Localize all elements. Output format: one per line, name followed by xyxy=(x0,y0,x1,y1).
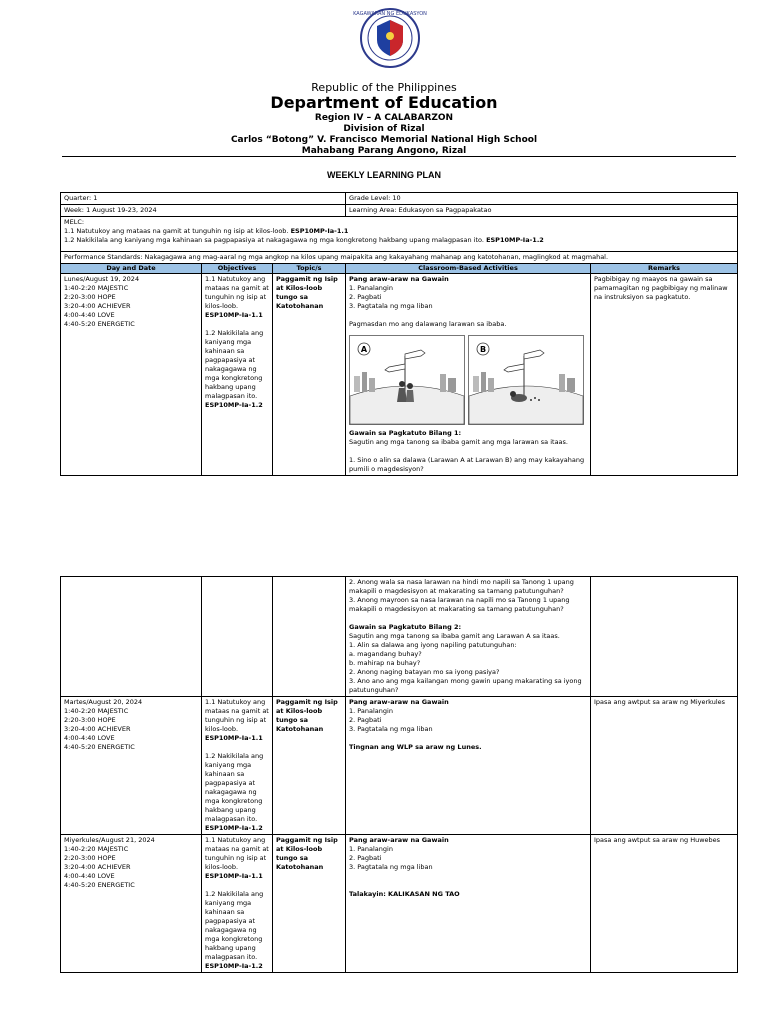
col-day: Day and Date xyxy=(61,264,202,274)
schedule-item: 3:20-4:00 ACHIEVER xyxy=(64,863,131,871)
col-topics: Topic/s xyxy=(273,264,346,274)
schedule-item: 3:20-4:00 ACHIEVER xyxy=(64,725,131,733)
activity-1-title: Gawain sa Pagkatuto Bilang 1: xyxy=(349,429,462,437)
objective-1-code: ESP10MP-Ia-1.1 xyxy=(205,872,263,880)
objective-2-code: ESP10MP-Ia-1.2 xyxy=(205,962,263,970)
table-row-tuesday xyxy=(61,697,738,835)
melc-2-text: 1.2 Nakikilala ang kaniyang mga kahinaan sa pagpapasiya at nakagagawa ng mga kongkretong hakbang upang malagpasan ito. xyxy=(64,236,484,244)
tuesday-note-day: Lunes xyxy=(457,743,480,751)
melc-row xyxy=(61,217,738,252)
tuesday-topic-cell: Paggamit ng Isip at Kilos-loob tungo sa Katotohanan xyxy=(273,697,346,835)
svg-text:KAGAWARAN NG EDUKASYON: KAGAWARAN NG EDUKASYON xyxy=(353,11,427,17)
wednesday-objectives-cell xyxy=(202,835,273,973)
continued-topic-cell xyxy=(273,577,346,697)
region-line: Region IV – A CALABARZON xyxy=(314,113,454,123)
info-row-week xyxy=(61,205,738,217)
schedule-item: 4:00-4:40 LOVE xyxy=(64,311,115,319)
monday-date: Lunes/August 19, 2024 xyxy=(64,275,140,283)
melc-2-code: ESP10MP-Ia-1.2 xyxy=(486,236,544,244)
plan-table-page1 xyxy=(60,192,738,476)
objective-2-code: ESP10MP-Ia-1.2 xyxy=(205,401,263,409)
school-line: Carlos “Botong” V. Francisco Memorial National High School xyxy=(230,135,538,145)
objective-2-text: 1.2 Nakikilala ang kaniyang mga kahinaan sa pagpapasiya at nakagagawa ng mga kongkretong hakbang upang malagpasan ito. xyxy=(205,890,264,961)
monday-day-cell xyxy=(61,274,202,476)
activity-2-question-2: 2. Anong naging batayan mo sa iyong pasiya? xyxy=(349,668,500,676)
routine-item: 1. Panalangin xyxy=(349,284,393,292)
activity-2-option-a: a. magandang buhay? xyxy=(349,650,422,658)
routine-item: 3. Pagtatala ng mga liban xyxy=(349,302,433,310)
activity-2-question-1: 1. Alin sa dalawa ang iyong napiling patutunguhan: xyxy=(349,641,517,649)
tuesday-date: Martes/August 20, 2024 xyxy=(64,698,143,706)
activity-2-title: Gawain sa Pagkatuto Bilang 2: xyxy=(349,623,462,631)
header-divider xyxy=(62,156,736,157)
routine-heading: Pang araw-araw na Gawain xyxy=(349,698,449,706)
schedule-item: 2:20-3:00 HOPE xyxy=(64,716,116,724)
wednesday-activities-cell xyxy=(346,835,591,973)
table-row-monday-continued xyxy=(61,577,738,697)
objective-2-code: ESP10MP-Ia-1.2 xyxy=(205,824,263,832)
area-cell: Learning Area: Edukasyon sa Pagpapakatao xyxy=(346,205,738,217)
wednesday-topic-cell: Paggamit ng Isip at Kilos-loob tungo sa Katotohanan xyxy=(273,835,346,973)
picture-b-label: B xyxy=(479,345,487,354)
schedule-item: 4:40-5:20 ENERGETIC xyxy=(64,743,135,751)
table-row-wednesday xyxy=(61,835,738,973)
continued-day-cell xyxy=(61,577,202,697)
schedule-item: 1:40-2:20 MAJESTIC xyxy=(64,845,129,853)
wednesday-remarks-cell: Ipasa ang awtput sa araw ng Huwebes xyxy=(591,835,738,973)
schedule-item: 4:40-5:20 ENERGETIC xyxy=(64,320,135,328)
routine-heading: Pang araw-araw na Gawain xyxy=(349,275,449,283)
melc-label: MELC: xyxy=(64,218,85,226)
melc-1-text: 1.1 Natutukoy ang mataas na gamit at tunguhin ng isip at kilos-loob. xyxy=(64,227,289,235)
continued-objectives-cell xyxy=(202,577,273,697)
wednesday-discussion: Talakayin: KALIKASAN NG TAO xyxy=(349,890,460,898)
melc-item-1 xyxy=(64,227,734,236)
illustration-pair xyxy=(349,335,587,425)
routine-item: 2. Pagbati xyxy=(349,854,382,862)
melc-cell xyxy=(61,217,738,252)
schedule-item: 2:20-3:00 HOPE xyxy=(64,293,116,301)
picture-a-illustration xyxy=(349,335,465,425)
activity-1-question-2: 2. Anong wala sa nasa larawan na hindi mo napili sa Tanong 1 upang makapili o magdesisyon at makarating sa tamang patutunguhan? xyxy=(349,578,574,595)
wednesday-date: Miyerkules/August 21, 2024 xyxy=(64,836,155,844)
objective-2-text: 1.2 Nakikilala ang kaniyang mga kahinaan sa pagpapasiya at nakagagawa ng mga kongkretong hakbang upang malagpasan ito. xyxy=(205,329,264,400)
routine-item: 2. Pagbati xyxy=(349,716,382,724)
objective-1-code: ESP10MP-Ia-1.1 xyxy=(205,734,263,742)
info-row-quarter xyxy=(61,193,738,205)
wednesday-day-cell xyxy=(61,835,202,973)
continued-remarks-cell xyxy=(591,577,738,697)
melc-item-2 xyxy=(64,236,734,245)
tuesday-note: Tingnan ang WLP sa araw ng Lunes. xyxy=(349,743,482,751)
monday-topic-cell: Paggamit ng Isip at Kilos-loob tungo sa Katotohanan xyxy=(273,274,346,476)
observe-instruction: Pagmasdan mo ang dalawang larawan sa ibaba. xyxy=(349,320,507,328)
picture-b-illustration xyxy=(468,335,584,425)
tuesday-remarks-cell: Ipasa ang awtput sa araw ng Miyerkules xyxy=(591,697,738,835)
activity-2-option-b: b. mahirap na buhay? xyxy=(349,659,421,667)
activity-2-question-3: 3. Ano ano ang mga kailangan mong gawin upang makarating sa iyong patutunguhan? xyxy=(349,677,582,694)
monday-objectives-cell xyxy=(202,274,273,476)
table-row-monday xyxy=(61,274,738,476)
routine-item: 3. Pagtatala ng mga liban xyxy=(349,863,433,871)
picture-a-label: A xyxy=(360,345,368,354)
objective-1-text: 1.1 Natutukoy ang mataas na gamit at tunguhin ng isip at kilos-loob. xyxy=(205,275,269,310)
performance-row xyxy=(61,252,738,264)
objective-2-text: 1.2 Nakikilala ang kaniyang mga kahinaan sa pagpapasiya at nakagagawa ng mga kongkretong hakbang upang malagpasan ito. xyxy=(205,752,264,823)
tuesday-activities-cell xyxy=(346,697,591,835)
tuesday-objectives-cell xyxy=(202,697,273,835)
activity-1-question-1: 1. Sino o alin sa dalawa (Larawan A at Larawan B) ang may kakayahang pumili o magdesisyon? xyxy=(349,456,585,473)
schedule-item: 4:00-4:40 LOVE xyxy=(64,872,115,880)
activity-1-question-3: 3. Anong mayroon sa nasa larawan na napili mo sa Tanong 1 upang makapili o magdesisyon at makarating sa tamang patutunguhan? xyxy=(349,596,570,613)
monday-remarks-cell: Pagbibigay ng maayos na gawain sa pamamagitan ng pagbibigay ng malinaw na instruksiyon sa pagkatuto. xyxy=(591,274,738,476)
objective-1-text: 1.1 Natutukoy ang mataas na gamit at tunguhin ng isip at kilos-loob. xyxy=(205,698,269,733)
routine-heading: Pang araw-araw na Gawain xyxy=(349,836,449,844)
schedule-item: 1:40-2:20 MAJESTIC xyxy=(64,284,129,292)
col-activities: Classroom-Based Activities xyxy=(346,264,591,274)
column-header-row xyxy=(61,264,738,274)
tuesday-note-prefix: Tingnan ang WLP sa araw ng xyxy=(349,743,458,751)
activity-1-intro: Sagutin ang mga tanong sa ibaba gamit ang mga larawan sa itaas. xyxy=(349,438,568,446)
division-line: Division of Rizal xyxy=(343,124,425,134)
grade-cell: Grade Level: 10 xyxy=(346,193,738,205)
plan-title: WEEKLY LEARNING PLAN xyxy=(326,170,441,180)
monday-activities-cell xyxy=(346,274,591,476)
address-line: Mahabang Parang Angono, Rizal xyxy=(301,146,467,156)
routine-item: 3. Pagtatala ng mga liban xyxy=(349,725,433,733)
schedule-item: 4:00-4:40 LOVE xyxy=(64,734,115,742)
objective-1-text: 1.1 Natutukoy ang mataas na gamit at tunguhin ng isip at kilos-loob. xyxy=(205,836,269,871)
department-title: Department of Education xyxy=(270,93,498,112)
col-remarks: Remarks xyxy=(591,264,738,274)
routine-item: 2. Pagbati xyxy=(349,293,382,301)
schedule-item: 3:20-4:00 ACHIEVER xyxy=(64,302,131,310)
col-objectives: Objectives xyxy=(202,264,273,274)
objective-1-code: ESP10MP-Ia-1.1 xyxy=(205,311,263,319)
week-cell: Week: 1 August 19-23, 2024 xyxy=(61,205,346,217)
continued-activities-cell xyxy=(346,577,591,697)
schedule-item: 2:20-3:00 HOPE xyxy=(64,854,116,862)
tuesday-day-cell xyxy=(61,697,202,835)
schedule-item: 1:40-2:20 MAJESTIC xyxy=(64,707,129,715)
schedule-item: 4:40-5:20 ENERGETIC xyxy=(64,881,135,889)
deped-seal-icon xyxy=(353,6,427,74)
plan-table-page2 xyxy=(60,576,738,973)
performance-cell: Performance Standards: Nakagagawa ang mag-aaral ng mga angkop na kilos upang maipakita ang kakayahang mahanap ang katotohanan, maglingkod at magmahal. xyxy=(61,252,738,264)
routine-item: 1. Panalangin xyxy=(349,707,393,715)
republic-line: Republic of the Philippines xyxy=(311,81,457,94)
melc-1-code: ESP10MP-Ia-1.1 xyxy=(290,227,349,235)
routine-item: 1. Panalangin xyxy=(349,845,393,853)
quarter-cell: Quarter: 1 xyxy=(61,193,346,205)
activity-2-intro: Sagutin ang mga tanong sa ibaba gamit ang Larawan A sa itaas. xyxy=(349,632,560,640)
